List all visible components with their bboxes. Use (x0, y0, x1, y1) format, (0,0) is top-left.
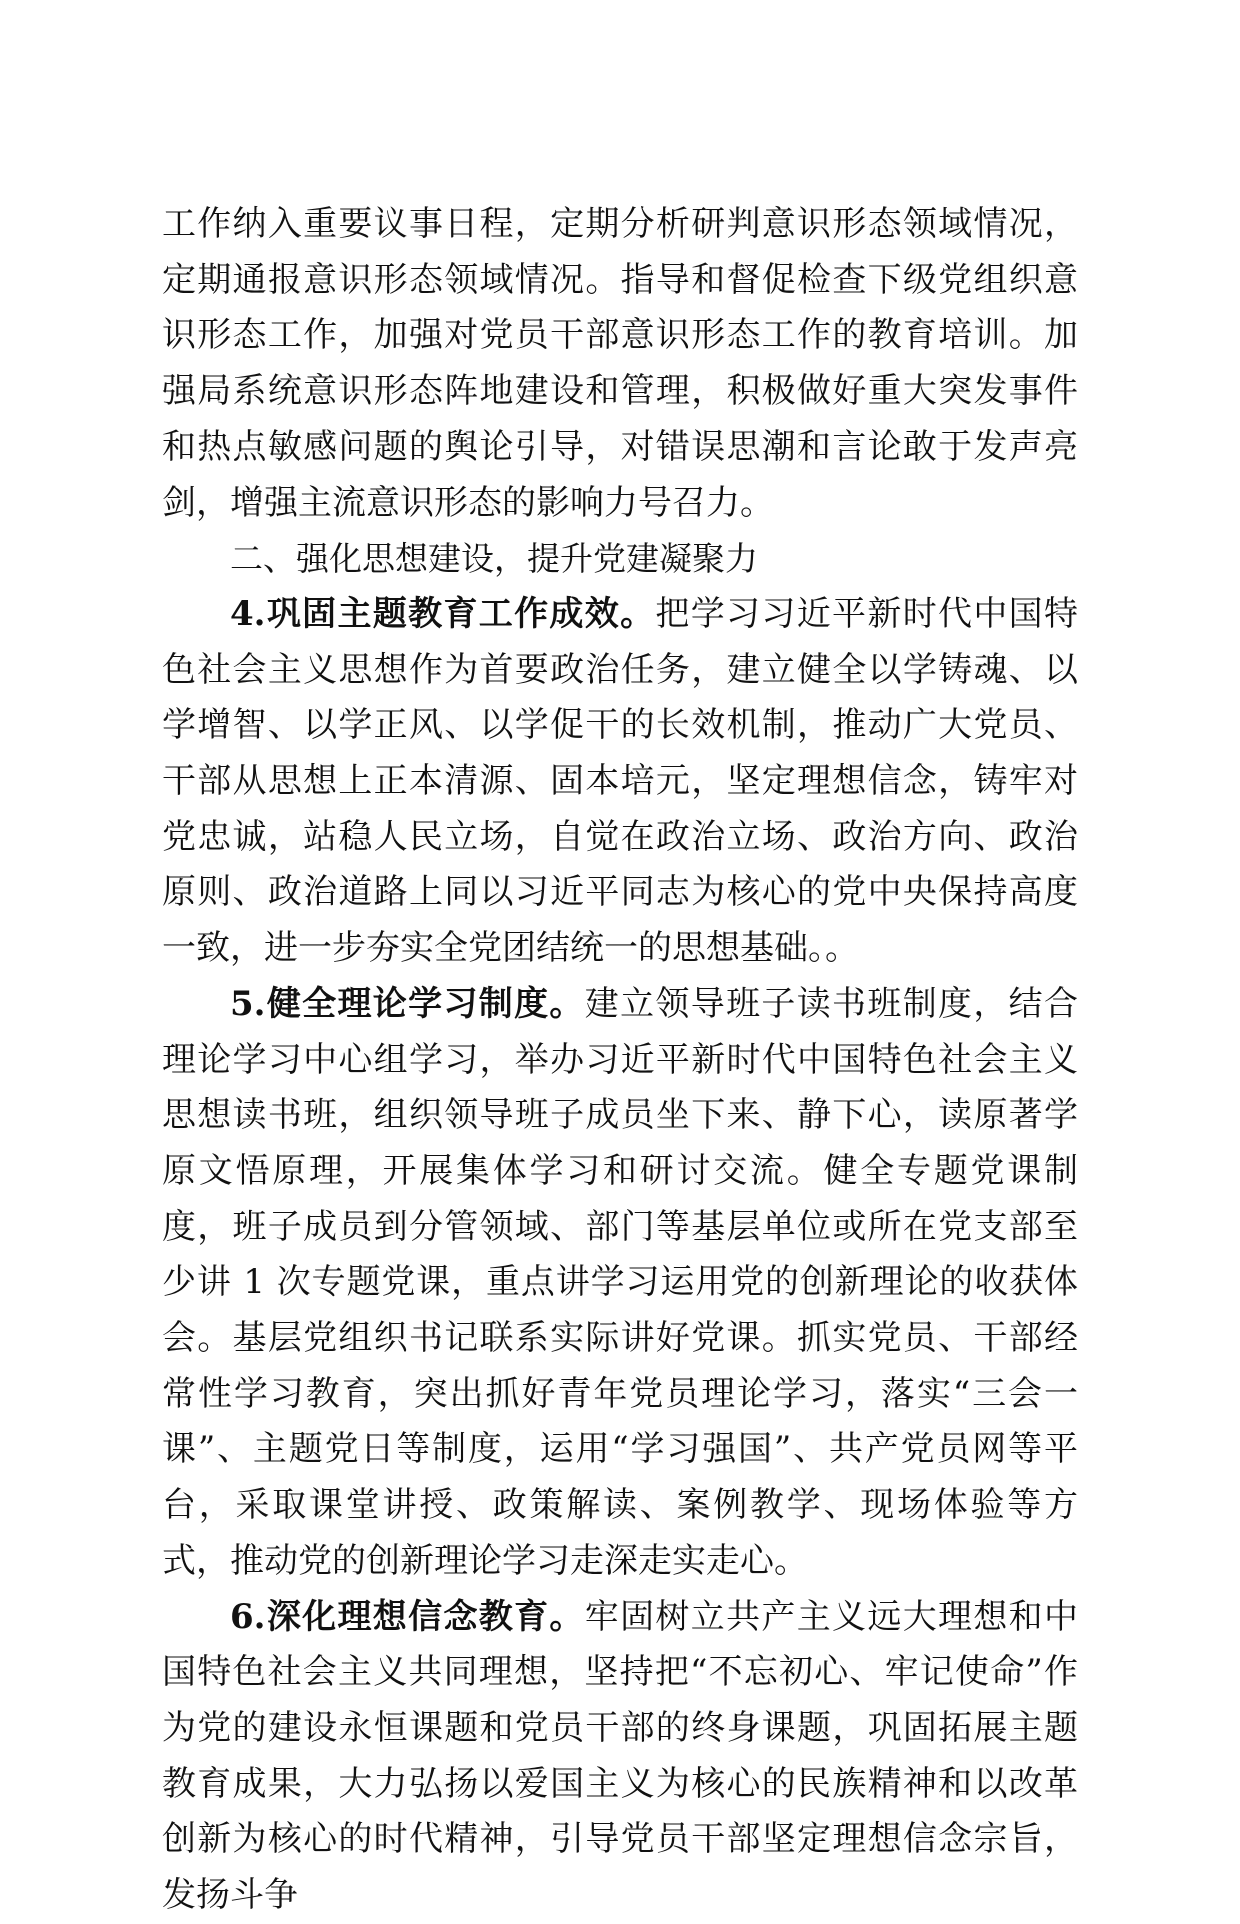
item-4-lead: 4.巩固主题教育工作成效。 (230, 593, 656, 634)
item-4-text: 把学习习近平新时代中国特色社会主义思想作为首要政治任务，建立健全以学铸魂、以学增智、以学正风、以学促干的长效机制，推动广大党员、干部从思想上正本清源、固本培元，坚定理想信念，铸牢对党忠诚，站稳人民立场，自觉在政治立场、政治方向、政治原则、政治道路上同以习近平同志为核心的党中央保持高度一致，进一步夯实全党团结统一的思想基础。。 (162, 593, 1078, 969)
item-6-text: 牢固树立共产主义远大理想和中国特色社会主义共同理想，坚持把“不忘初心、牢记使命”作为党的建设永恒课题和党员干部的终身课题，巩固拓展主题教育成果，大力弘扬以爱国主义为核心的民族精神和以改革创新为核心的时代精神，引导党员干部坚定理想信念宗旨，发扬斗争 (162, 1596, 1079, 1916)
paragraph-item-4 (162, 587, 1078, 977)
paragraph-item-6 (162, 1590, 1078, 1924)
paragraph-item-5 (162, 977, 1078, 1590)
item-5-text: 建立领导班子读书班制度，结合理论学习中心组学习，举办习近平新时代中国特色社会主义思想读书班，组织领导班子成员坐下来、静下心，读原著学原文悟原理，开展集体学习和研讨交流。健全专题党课制度，班子成员到分管领域、部门等基层单位或所在党支部至少讲 1 次专题党课，重点讲学习运用党的创新理论的收获体会。基层党组织书记联系实际讲好党课。抓实党员、干部经常性学习教育，突出抓好青年党员理论学习，落实“三会一课”、主题党日等制度，运用“学习强国”、共产党员网等平台，采取课堂讲授、政策解读、案例教学、现场体验等方式，推动党的创新理论学习走深走实走心。 (162, 983, 1079, 1581)
section-heading: 二、强化思想建设，提升党建凝聚力 (230, 539, 758, 579)
document-body (162, 197, 1078, 1924)
item-6-lead: 6.深化理想信念教育。 (230, 1596, 585, 1637)
paragraph-continuation: 工作纳入重要议事日程，定期分析研判意识形态领域情况，定期通报意识形态领域情况。指导和督促检查下级党组织意识形态工作，加强对党员干部意识形态工作的教育培训。加强局系统意识形态阵地建设和管理，积极做好重大突发事件和热点敏感问题的舆论引导，对错误思潮和言论敢于发声亮剑，增强主流意识形态的影响力号召力。 (162, 204, 1078, 523)
item-5-lead: 5.健全理论学习制度。 (230, 983, 585, 1024)
